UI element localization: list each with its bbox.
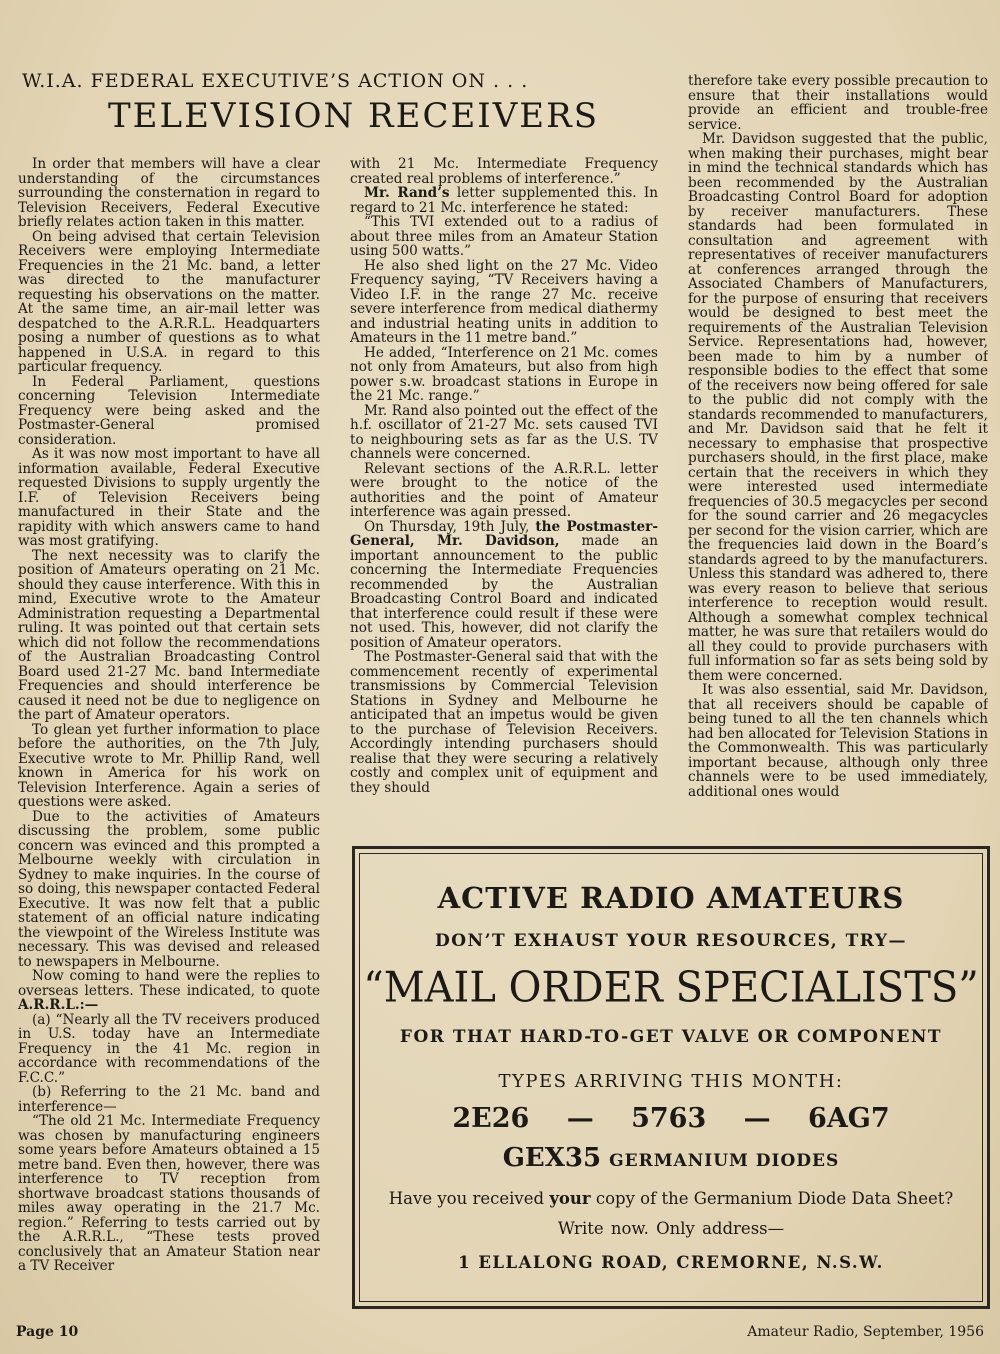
ad-write-now: Write now. Only address—: [557, 1219, 785, 1238]
ad-data-sheet-line: [355, 1189, 987, 1208]
paragraph: Mr. Rand also pointed out the effect of the h.f. oscillator of 21-27 Mc. sets caused TVI to neighbouring sets as far as the U.S. TV channels were concerned.: [350, 402, 658, 462]
paragraph-text: letter supplemented this. In regard to 21 Mc. interference he stated:: [350, 185, 658, 216]
ad-tagline: FOR THAT HARD-TO-GET VALVE OR COMPONENT: [399, 1027, 943, 1047]
paragraph: with 21 Mc. Intermediate Frequency created real problems of interference.”: [350, 157, 658, 187]
paragraph: He added, “Interference on 21 Mc. comes not only from Amateurs, but also from high power s.w. broadcast stations in Europe in the 21 Mc. range.”: [350, 344, 658, 404]
paragraph: therefore take every possible precaution to ensure that their installations would provide an efficient and trouble-free service.: [688, 74, 988, 133]
article-kicker: W.I.A. FEDERAL EXECUTIVE’S ACTION ON . . .: [22, 70, 529, 92]
ad-text: copy of the Germanium Diode Data Sheet?: [595, 1189, 954, 1208]
arrl-quote-label: A.R.R.L.:—: [18, 997, 99, 1013]
article-column-1: [18, 157, 320, 1312]
article-headline: TELEVISION RECEIVERS: [108, 96, 599, 136]
paragraph: He also shed light on the 27 Mc. Video Frequency saying, “TV Receivers having a Video I.F. in the range 27 Mc. receive severe interference from medical diathermy and industrial heating units in addition to Amateurs in the 11 metre band.”: [350, 257, 658, 346]
advertisement-box: [352, 846, 990, 1309]
paragraph: The Postmaster-General said that with the commencement recently of experimental transmissions by Commercial Television Stations in Sydney and Melbourne he anticipated that an impetus would be given to the purchase of Television Receivers. Accordingly intending purchasers should realise that they were securing a relatively costly and complex unit of equipment and they should: [350, 649, 658, 796]
paragraph: [18, 969, 320, 1013]
pmg-name: the Postmaster-General, Mr. Davidson,: [350, 518, 658, 549]
publication-footer: Amateur Radio, September, 1956: [747, 1324, 984, 1340]
paragraph: As it was now most important to have all information available, Federal Executive requested Divisions to supply urgently the I.F. of Television Receivers being manufactured in their State and the rapidity with which answers came to hand was most gratifying.: [18, 446, 320, 549]
ad-diodes-line: [355, 1143, 987, 1173]
article-column-3: [688, 74, 988, 839]
paragraph: (a) “Nearly all the TV receivers produced in U.S. today have an Intermediate Frequency in the 41 Mc. region in accordance with recommendations of the F.C.C.”: [18, 1011, 320, 1086]
ad-types-heading: TYPES ARRIVING THIS MONTH:: [498, 1071, 844, 1092]
paragraph: On being advised that certain Television Receivers were employing Intermediate Frequencies in the 21 Mc. band, a letter was directed to the manufacturer requesting his observations on the matter. At the same time, an air-mail letter was despatched to the A.R.R.L. Headquarters posing a number of questions as to what happened in U.S.A. in regard to this particular frequency.: [18, 228, 320, 375]
paragraph: In Federal Parliament, questions concerning Television Intermediate Frequency were being asked and the Postmaster-General promised consideration.: [18, 373, 320, 448]
paragraph: It was also essential, said Mr. Davidson, that all receivers should be capable of being tuned to all the ten channels which had ben allocated for Television Stations in the Commonwealth. This was particularly important because, although only three channels were to be used immediately, additional ones would: [688, 682, 988, 800]
ad-diode-type: GEX35: [502, 1143, 602, 1173]
paragraph: “The old 21 Mc. Intermediate Frequency was chosen by manufacturing engineers some years before Amateurs obtained a 15 metre band. Even then, however, there was interference to TV reception from shortwave broadcast stations thousands of miles away operating in the 21.7 Mc. region.” Referring to tests carried out by the A.R.R.L., “These tests proved conclusively that an Amateur Station near a TV Receiver: [18, 1113, 320, 1274]
page-number: Page 10: [16, 1324, 79, 1340]
paragraph: The next necessity was to clarify the position of Amateurs operating on 21 Mc. should they cause interference. With this in mind, Executive wrote to the Amateur Administration requesting a Departmental ruling. It was pointed out that certain sets which did not follow the recommendations of the Australian Broadcasting Control Board used 21-27 Mc. band Intermediate Frequencies and should interference be caused it need not be due to negligence on the part of Amateur operators.: [18, 547, 320, 723]
paragraph: Relevant sections of the A.R.R.L. letter were brought to the notice of the authorities and the point of Amateur interference was again pressed.: [350, 460, 658, 520]
paragraph-text: made an important announcement to the public concerning the Intermediate Frequencies recommended by the Australian Broadcasting Control Board and indicated that interference could result if these were not used. This, however, did not clarify the position of Amateur operators.: [350, 533, 658, 651]
ad-text-emphasis: your: [549, 1189, 591, 1208]
paragraph-text: Now coming to hand were the replies to overseas letters. These indicated, to quote: [18, 968, 320, 999]
ad-company-name: “MAIL ORDER SPECIALISTS”: [363, 963, 979, 1013]
ad-diode-label: GERMANIUM DIODES: [609, 1151, 840, 1171]
paragraph: (b) Referring to the 21 Mc. band and interference—: [18, 1084, 320, 1115]
article-column-2: [350, 157, 658, 837]
ad-subheading: DON’T EXHAUST YOUR RESOURCES, TRY—: [435, 931, 907, 951]
paragraph: [350, 186, 658, 215]
paragraph: “This TVI extended out to a radius of about three miles from an Amateur Station using 500 watts.”: [350, 214, 658, 259]
paragraph: To glean yet further information to place before the authorities, on the 7th July, Executive wrote to Mr. Phillip Rand, well known in America for his work on Television Interference. Again a series of questions were asked.: [18, 721, 320, 810]
paragraph-text: On Thursday, 19th July,: [364, 518, 530, 535]
paragraph: Due to the activities of Amateurs discussing the problem, some public concern was evinced and this prompted a Melbourne weekly with circulation in Sydney to make inquiries. In the course of so doing, this newspaper contacted Federal Executive. It was now felt that a public statement of an official nature indicating the viewpoint of the Wireless Institute was necessary. This was devised and released to newspapers in Melbourne.: [18, 808, 320, 970]
ad-address: 1 ELLALONG ROAD, CREMORNE, N.S.W.: [458, 1253, 884, 1272]
ad-heading: ACTIVE RADIO AMATEURS: [437, 881, 905, 915]
rand-name: Mr. Rand’s: [364, 185, 450, 201]
paragraph: [350, 520, 658, 651]
ad-valve-types: 2E26 — 5763 — 6AG7: [452, 1103, 890, 1134]
paragraph: In order that members will have a clear understanding of the circumstances surrounding the consternation in regard to Television Receivers, Federal Executive briefly relates action taken in this matter.: [18, 157, 320, 230]
ad-text: Have you received: [388, 1189, 545, 1208]
paragraph: Mr. Davidson suggested that the public, when making their purchases, might bear in mind the technical standards which has been recommended by the Australian Broadcasting Control Board for adoption by receiver manufacturers. These standards had been formulated in consultation and agreement with representatives of receiver manufacturers at conferences arranged through the Associated Chambers of Manufacturers, for the purpose of ensuring that receivers would be designed to best meet the requirements of the Australian Television Service. Representations had, however, been made to him by a number of responsible bodies to the effect that some of the receivers now being offered for sale to the public did not comply with the standards recommended to manufacturers, and Mr. Davidson said that he felt it necessary to emphasise that prospective purchasers should, in the first place, make certain that the receivers in which they were interested used intermediate frequencies of 30.5 megacycles per second for the sound carrier and 26 megacycles per second for the vision carrier, which are the frequencies laid down in the Board’s standards agreed to by the manufacturers. Unless this standard was adhered to, there was every reason to believe that serious interference to reception would result. Although a somewhat complex technical matter, he was sure that retailers would do all they could to provide purchasers with full information so far as sets being sold by them were concerned.: [688, 131, 988, 684]
